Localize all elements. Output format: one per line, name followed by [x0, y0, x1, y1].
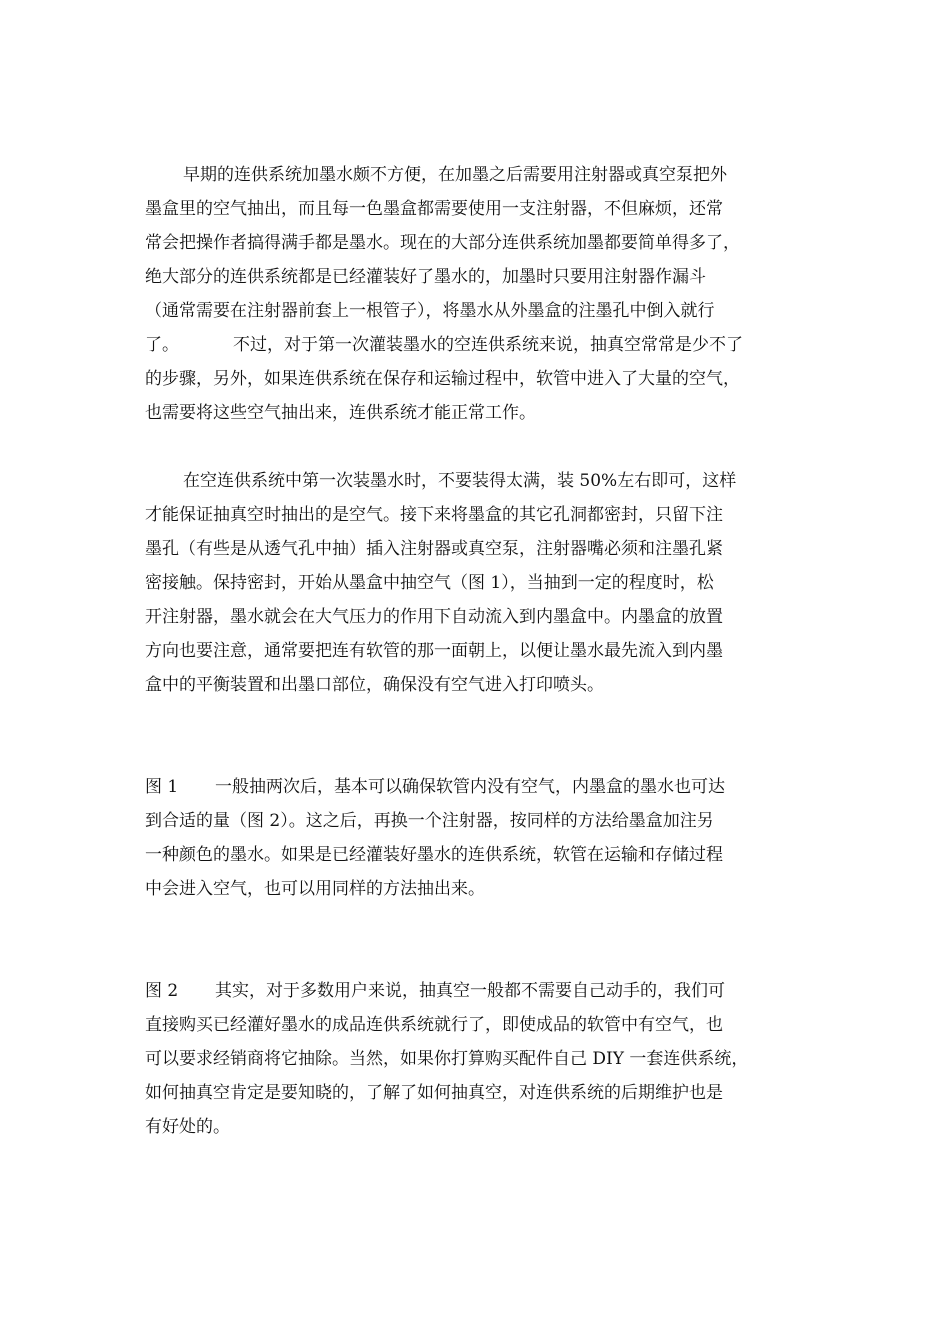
- text-line: 了。 不过，对于第一次灌装墨水的空连供系统来说，抽真空常常是少不了: [145, 335, 744, 355]
- text-line: 开注射器，墨水就会在大气压力的作用下自动流入到内墨盒中。内墨盒的放置: [145, 607, 723, 627]
- paragraph-2: [145, 464, 817, 702]
- text-line: 直接购买已经灌好墨水的成品连供系统就行了，即使成品的软管中有空气，也: [145, 1015, 723, 1035]
- text-line: 如何抽真空肯定是要知晓的，了解了如何抽真空，对连供系统的后期维护也是: [145, 1083, 723, 1103]
- text-line: 墨孔（有些是从透气孔中抽）插入注射器或真空泵，注射器嘴必须和注墨孔紧: [145, 539, 723, 559]
- text-segment: 其实，对于多数用户来说，抽真空一般都不需要自己动手的，我们可: [215, 981, 725, 1001]
- figure-label: 图 2: [145, 981, 179, 1001]
- text-line: 到合适的量（图 2）。这之后，再换一个注射器，按同样的方法给墨盒加注另: [145, 811, 714, 831]
- text-line: 有好处的。: [145, 1117, 230, 1137]
- document-page: [145, 158, 817, 1144]
- paragraph-spacer: [145, 430, 817, 464]
- text-line: 墨盒里的空气抽出，而且每一色墨盒都需要使用一支注射器，不但麻烦，还常: [145, 199, 723, 219]
- text-line: 一种颜色的墨水。如果是已经灌装好墨水的连供系统，软管在运输和存储过程: [145, 845, 723, 865]
- text-line: 可以要求经销商将它抽除。当然，如果你打算购买配件自己 DIY 一套连供系统，: [145, 1049, 749, 1069]
- paragraph-3: [145, 770, 817, 906]
- paragraph-spacer: [145, 906, 817, 974]
- text-line: 早期的连供系统加墨水颇不方便，在加墨之后需要用注射器或真空泵把外: [183, 165, 727, 185]
- figure-label: 图 1: [145, 777, 179, 797]
- text-line: 盒中的平衡装置和出墨口部位，确保没有空气进入打印喷头。: [145, 675, 604, 695]
- text-line: 在空连供系统中第一次装墨水时，不要装得太满，装 50%左右即可，这样: [183, 471, 737, 491]
- text-line: 绝大部分的连供系统都是已经灌装好了墨水的，加墨时只要用注射器作漏斗: [145, 267, 706, 287]
- text-line: 中会进入空气，也可以用同样的方法抽出来。: [145, 879, 485, 899]
- text-line: [145, 974, 817, 1008]
- text-line: 才能保证抽真空时抽出的是空气。接下来将墨盒的其它孔洞都密封，只留下注: [145, 505, 723, 525]
- text-line: （通常需要在注射器前套上一根管子），将墨水从外墨盒的注墨孔中倒入就行: [145, 301, 715, 321]
- text-line: 密接触。保持密封，开始从墨盒中抽空气（图 1），当抽到一定的程度时，松: [145, 573, 714, 593]
- paragraph-4: [145, 974, 817, 1144]
- paragraph-spacer: [145, 702, 817, 770]
- text-line: 也需要将这些空气抽出来，连供系统才能正常工作。: [145, 403, 536, 423]
- text-line: 常会把操作者搞得满手都是墨水。现在的大部分连供系统加墨都要简单得多了，: [145, 233, 740, 253]
- text-segment: 一般抽两次后，基本可以确保软管内没有空气，内墨盒的墨水也可达: [215, 777, 725, 797]
- text-line: 方向也要注意，通常要把连有软管的那一面朝上，以便让墨水最先流入到内墨: [145, 641, 723, 661]
- text-line: [145, 770, 817, 804]
- paragraph-1: [145, 158, 817, 430]
- text-line: 的步骤，另外，如果连供系统在保存和运输过程中，软管中进入了大量的空气，: [145, 369, 740, 389]
